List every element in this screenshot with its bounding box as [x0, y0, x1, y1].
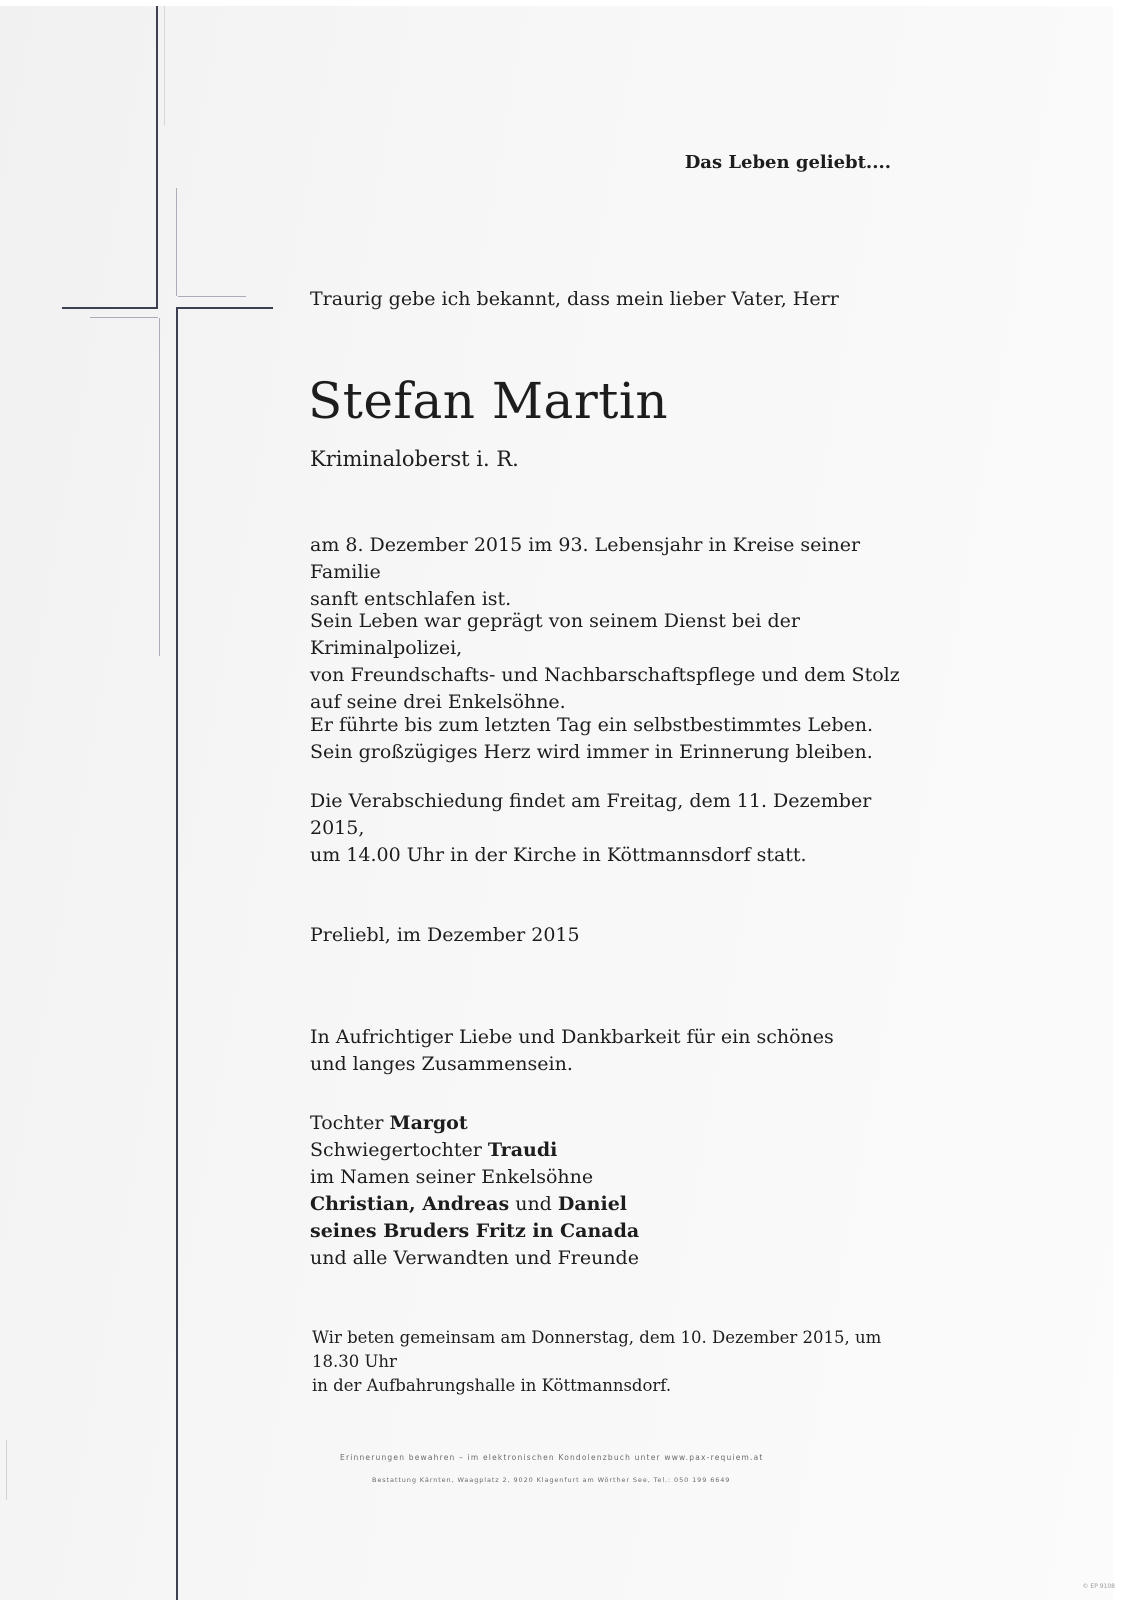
self-paragraph: Er führte bis zum letzten Tag ein selbstbestimmtes Leben. Sein großzügiges Herz wird immer in Erinnerung bleiben.: [310, 714, 874, 763]
signer-daughter-in-law: Schwiegertochter Traudi: [310, 1139, 558, 1161]
thanks-paragraph: In Aufrichtiger Liebe und Dankbarkeit für ein schönes und langes Zusammensein.: [310, 1026, 834, 1075]
page-top-edge: [0, 0, 1127, 6]
signer-grandsons-intro: im Namen seiner Enkelsöhne: [310, 1166, 594, 1188]
deceased-name: Stefan Martin: [308, 372, 669, 430]
signer-daughter: Tochter Margot: [310, 1112, 468, 1134]
page-right-edge: [1113, 0, 1127, 1600]
signers-block: [310, 1110, 639, 1272]
template-code: © EP 9108: [1082, 1583, 1115, 1590]
life-paragraph: Sein Leben war geprägt von seinem Dienst bei der Kriminalpolizei, von Freundschafts- und Nachbarschaftspflege und dem Stolz auf seine drei Enkelsöhne.: [310, 610, 900, 713]
signer-others: und alle Verwandten und Freunde: [310, 1247, 639, 1269]
death-paragraph: am 8. Dezember 2015 im 93. Lebensjahr in Kreise seiner Familie sanft entschlafen ist.: [310, 534, 861, 610]
farewell-paragraph: Die Verabschiedung findet am Freitag, dem 11. Dezember 2015, um 14.00 Uhr in der Kirche in Köttmannsdorf statt.: [310, 790, 872, 866]
deceased-title: Kriminaloberst i. R.: [310, 447, 519, 471]
motto: Das Leben geliebt....: [684, 152, 891, 173]
place-date: Preliebl, im Dezember 2015: [310, 924, 580, 946]
footer-line-1: Erinnerungen bewahren – im elektronischen Kondolenzbuch unter www.pax-requiem.at: [340, 1453, 764, 1462]
footer-line-2: Bestattung Kärnten, Waagplatz 2, 9020 Klagenfurt am Wörther See, Tel.: 050 199 6649: [372, 1476, 731, 1484]
intro-text: Traurig gebe ich bekannt, dass mein lieber Vater, Herr: [310, 288, 839, 310]
signer-grandsons: Christian, Andreas und Daniel: [310, 1193, 628, 1215]
signer-brother: seines Bruders Fritz in Canada: [310, 1220, 640, 1242]
wake-notice: Wir beten gemeinsam am Donnerstag, dem 10. Dezember 2015, um 18.30 Uhr in der Aufbahrungshalle in Köttmannsdorf.: [312, 1328, 882, 1395]
